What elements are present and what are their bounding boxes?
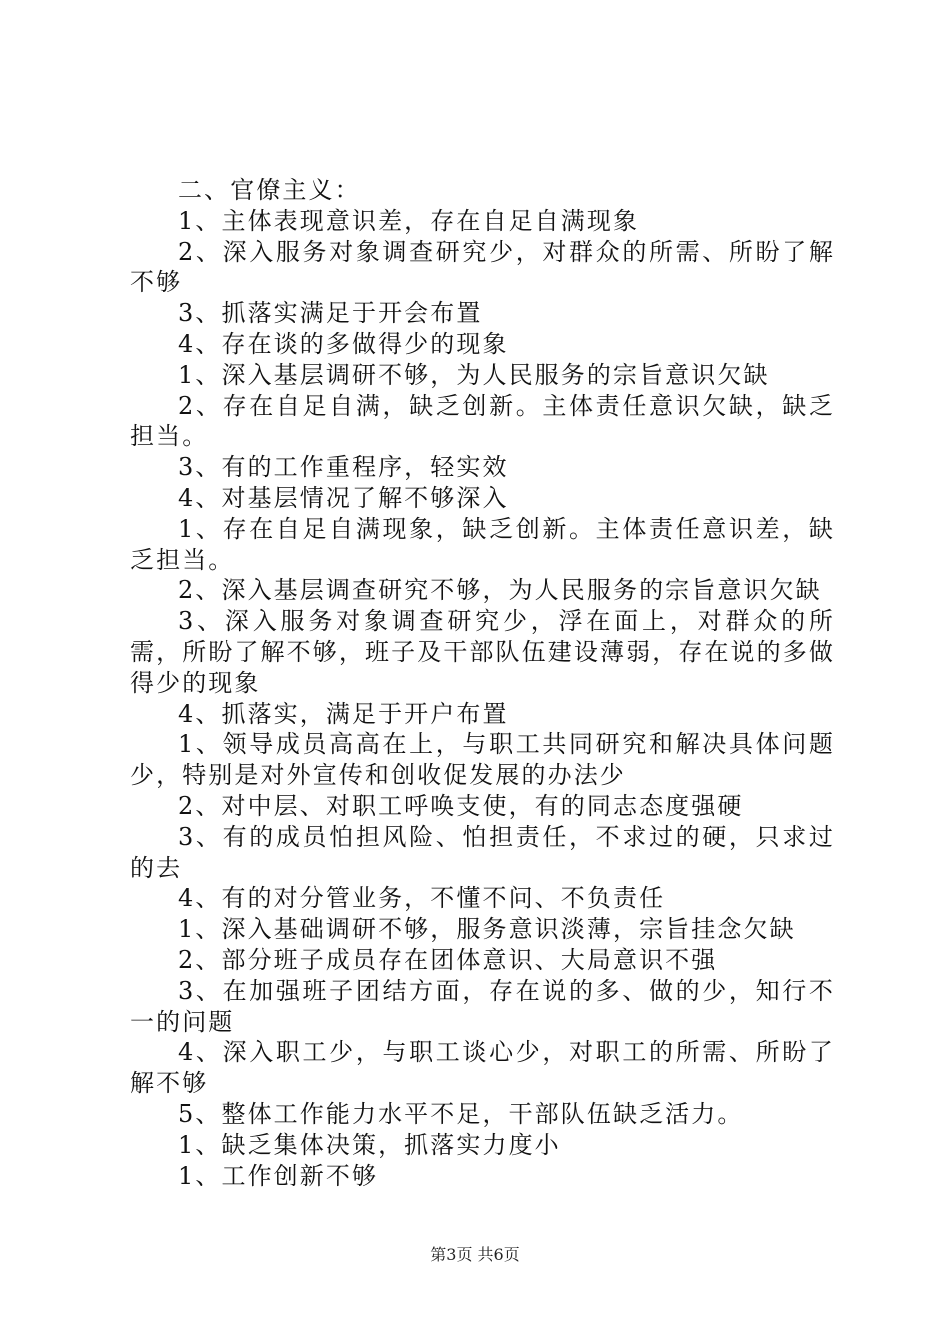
paragraph: 1、深入基层调研不够，为人民服务的宗旨意识欠缺 xyxy=(178,360,770,389)
paragraph: 1、缺乏集体决策，抓落实力度小 xyxy=(178,1130,561,1159)
document-body xyxy=(130,175,835,1191)
page-number-label: 第3页 共6页 xyxy=(430,1245,520,1264)
paragraph: 1、领导成员高高在上，与职工共同研究和解决具体问题少，特别是对外宣传和创收促发展的办法少 xyxy=(130,730,835,790)
paragraph: 2、深入服务对象调查研究少，对群众的所需、所盼了解不够 xyxy=(130,237,835,297)
page-footer xyxy=(0,1242,950,1265)
paragraph: 3、在加强班子团结方面，存在说的多、做的少，知行不一的问题 xyxy=(130,976,835,1036)
paragraph: 3、有的工作重程序，轻实效 xyxy=(178,453,509,482)
paragraph: 4、存在谈的多做得少的现象 xyxy=(178,329,509,358)
paragraph: 4、对基层情况了解不够深入 xyxy=(178,483,509,512)
paragraph: 2、存在自足自满，缺乏创新。主体责任意识欠缺，缺乏担当。 xyxy=(130,391,835,451)
paragraph: 2、深入基层调查研究不够，为人民服务的宗旨意识欠缺 xyxy=(178,576,822,605)
paragraph: 1、深入基础调研不够，服务意识淡薄，宗旨挂念欠缺 xyxy=(178,915,796,944)
paragraph: 4、有的对分管业务，不懂不问、不负责任 xyxy=(178,884,666,913)
paragraph: 1、主体表现意识差，存在自足自满现象 xyxy=(178,206,640,235)
paragraph: 3、有的成员怕担风险、怕担责任，不求过的硬，只求过的去 xyxy=(130,822,835,882)
paragraph: 2、部分班子成员存在团体意识、大局意识不强 xyxy=(178,945,718,974)
paragraph: 2、对中层、对职工呼唤支使，有的同志态度强硬 xyxy=(178,791,744,820)
paragraph: 5、整体工作能力水平不足，干部队伍缺乏活力。 xyxy=(178,1099,744,1128)
paragraph: 4、抓落实，满足于开户布置 xyxy=(178,699,509,728)
paragraph-section-heading: 二、官僚主义： xyxy=(178,176,361,204)
paragraph: 1、存在自足自满现象，缺乏创新。主体责任意识差，缺乏担当。 xyxy=(130,514,835,574)
paragraph: 3、抓落实满足于开会布置 xyxy=(178,299,483,328)
paragraph: 3、深入服务对象调查研究少，浮在面上，对群众的所需，所盼了解不够，班子及干部队伍建设薄弱，存在说的多做得少的现象 xyxy=(130,607,835,697)
paragraph: 4、深入职工少，与职工谈心少，对职工的所需、所盼了解不够 xyxy=(130,1038,835,1098)
paragraph: 1、工作创新不够 xyxy=(178,1161,379,1190)
